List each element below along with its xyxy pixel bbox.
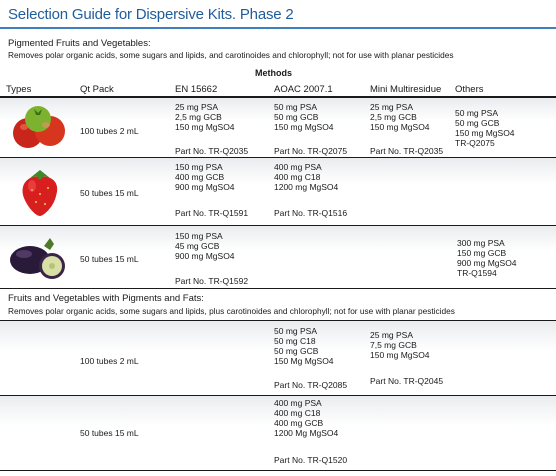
component-line: 150 mg GCB <box>457 248 507 258</box>
part-number: Part No. TR-Q2075 <box>274 146 348 156</box>
component-line: 400 mg GCB <box>274 418 324 428</box>
col-header-types: Types <box>6 84 32 95</box>
component-line: 150 mg PSA <box>175 231 223 241</box>
col-header-aoac: AOAC 2007.1 <box>274 84 333 95</box>
component-line: 300 mg PSA <box>457 238 505 248</box>
section1-description: Removes polar organic acids, some sugars and lipids, and carotinoides and chlorophyll; not for use with planar pesticides <box>8 50 454 60</box>
component-line: 50 mg GCB <box>455 118 500 128</box>
component-line: 150 mg MgSO4 <box>370 122 430 132</box>
aoac-composition <box>274 326 334 366</box>
en-composition <box>175 162 235 192</box>
part-number: Part No. TR-Q2045 <box>370 376 444 386</box>
component-line: 150 mg MgSO4 <box>455 128 515 138</box>
part-number: Part No. TR-Q2035 <box>175 146 249 156</box>
component-line: 150 Mg MgSO4 <box>274 356 334 366</box>
tomatoes-image <box>8 103 70 151</box>
eggplant-image <box>6 230 72 282</box>
mini-composition <box>370 102 430 132</box>
component-line: 25 mg PSA <box>370 330 413 340</box>
aoac-composition <box>274 162 338 192</box>
component-line: 25 mg PSA <box>175 102 218 112</box>
component-line: 150 mg MgSO4 <box>274 122 334 132</box>
component-line: 150 mg MgSO4 <box>370 350 430 360</box>
section-divider <box>0 288 556 289</box>
strawberry-image <box>18 166 62 218</box>
section2-heading: Fruits and Vegetables with Pigments and Fats: <box>8 293 204 304</box>
component-line: 150 mg PSA <box>175 162 223 172</box>
title-divider <box>0 27 556 29</box>
part-number: Part No. TR-Q1520 <box>274 455 348 465</box>
component-line: 25 mg PSA <box>370 102 413 112</box>
section1-heading: Pigmented Fruits and Vegetables: <box>8 38 151 49</box>
qt-pack: 50 tubes 15 mL <box>80 188 139 198</box>
col-header-en: EN 15662 <box>175 84 218 95</box>
qt-pack: 50 tubes 15 mL <box>80 254 139 264</box>
component-line: 45 mg GCB <box>175 241 220 251</box>
others-composition <box>455 108 515 148</box>
component-line: 1200 mg MgSO4 <box>274 182 339 192</box>
component-line: 900 mg MgSO4 <box>175 182 235 192</box>
qt-pack: 50 tubes 15 mL <box>80 428 139 438</box>
page-title: Selection Guide for Dispersive Kits. Phase 2 <box>8 6 294 23</box>
component-line: 2,5 mg GCB <box>370 112 417 122</box>
col-header-mini: Mini Multiresidue <box>370 84 442 95</box>
component-line: 900 mg MgSO4 <box>457 258 517 268</box>
component-line: 1200 Mg MgSO4 <box>274 428 339 438</box>
component-line: 400 mg GCB <box>175 172 225 182</box>
component-line: 50 mg PSA <box>274 102 317 112</box>
aoac-composition <box>274 398 338 438</box>
part-number: Part No. TR-Q1591 <box>175 208 249 218</box>
component-line: 7,5 mg GCB <box>370 340 417 350</box>
component-line: 900 mg MgSO4 <box>175 251 235 261</box>
col-header-others: Others <box>455 84 484 95</box>
component-line: 50 mg GCB <box>274 112 319 122</box>
table-bottom-rule <box>0 470 556 471</box>
others-composition <box>457 238 517 278</box>
section2-description: Removes polar organic acids, some sugars and lipids, plus carotinoides and chlorophyll; not for use with planar pesticides <box>8 306 455 316</box>
qt-pack: 100 tubes 2 mL <box>80 356 139 366</box>
en-composition <box>175 102 235 132</box>
component-line: 400 mg C18 <box>274 408 321 418</box>
component-line: 50 mg PSA <box>455 108 498 118</box>
part-number: Part No. TR-Q2035 <box>370 146 444 156</box>
component-line: 2,5 mg GCB <box>175 112 222 122</box>
en-composition <box>175 231 235 261</box>
component-line: 50 mg PSA <box>274 326 317 336</box>
component-line: 400 mg PSA <box>274 162 322 172</box>
component-line: 400 mg PSA <box>274 398 322 408</box>
qt-pack: 100 tubes 2 mL <box>80 126 139 136</box>
col-header-qt-pack: Qt Pack <box>80 84 114 95</box>
part-number: Part No. TR-Q1516 <box>274 208 348 218</box>
component-line: 50 mg GCB <box>274 346 319 356</box>
component-line: TR-Q1594 <box>457 268 497 278</box>
mini-composition <box>370 330 430 360</box>
component-line: 50 mg C18 <box>274 336 316 346</box>
component-line: 150 mg MgSO4 <box>175 122 235 132</box>
methods-label: Methods <box>255 68 292 78</box>
aoac-composition <box>274 102 334 132</box>
part-number: Part No. TR-Q1592 <box>175 276 249 286</box>
part-number: Part No. TR-Q2085 <box>274 380 348 390</box>
component-line: 400 mg C18 <box>274 172 321 182</box>
component-line: TR-Q2075 <box>455 138 495 148</box>
